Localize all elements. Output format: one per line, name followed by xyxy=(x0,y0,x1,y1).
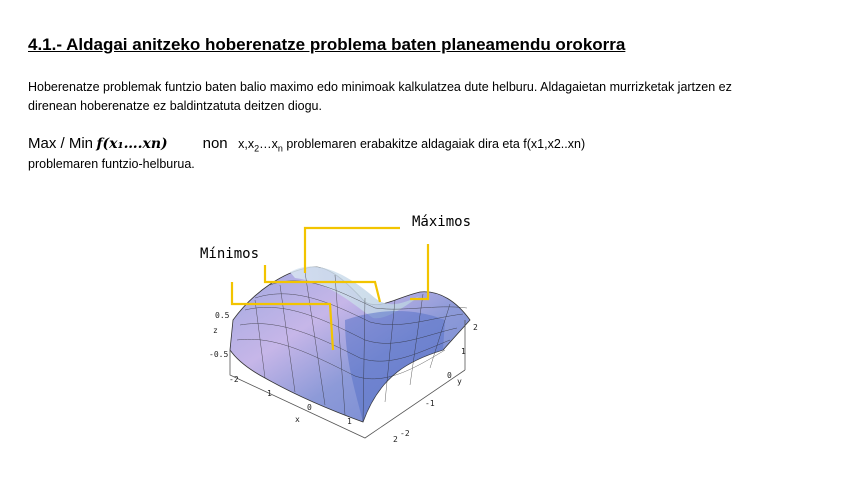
slide-title: 4.1.- Aldagai anitzeko hoberenatze problema baten planeamendu orokorra xyxy=(28,35,626,54)
non-word: non xyxy=(202,135,228,152)
z-tick-2: -0.5 xyxy=(209,350,229,359)
y-tick-3: 0 xyxy=(447,371,452,380)
y-tick-1: 2 xyxy=(473,323,478,332)
x-tick-1: -2 xyxy=(229,375,239,384)
formula-line xyxy=(28,135,585,154)
y-tick-5: -2 xyxy=(400,429,410,438)
decision-vars: $x,x_2\dots x_n$ xyxy=(238,137,283,154)
x-label: x xyxy=(295,415,300,424)
description-line-2: problemaren funtzio-helburua. xyxy=(28,157,195,171)
maxima-label: Máximos xyxy=(412,214,472,230)
y-tick-2: 1 xyxy=(461,347,466,356)
y-tick-4: -1 xyxy=(425,399,435,408)
max-min-label: Max / Min xyxy=(28,135,94,152)
intro-paragraph: Hoberenatze problemak funtzio baten balio maximo edo minimoak kalkulatzea dute helburu. Aldagaietan murrizketak jartzen ez direnean hoberenatze ez baldintzatuta deitzen diogu. xyxy=(28,80,732,113)
z-tick-1: 0.5 xyxy=(215,311,230,320)
x-tick-5: 2 xyxy=(393,435,398,444)
y-label: y xyxy=(457,377,462,386)
objective-formula: f(x₁….xn) xyxy=(96,136,168,152)
minima-label: Mínimos xyxy=(200,246,260,262)
x-tick-2: 1 xyxy=(267,389,272,398)
surface-plot xyxy=(195,210,495,460)
z-label: z xyxy=(213,326,218,335)
x-tick-4: 1 xyxy=(347,417,352,426)
x-tick-3: 0 xyxy=(307,403,312,412)
description-line-1: problemaren erabakitze aldagaiak dira eta f(x1,x2..xn) xyxy=(282,137,586,151)
